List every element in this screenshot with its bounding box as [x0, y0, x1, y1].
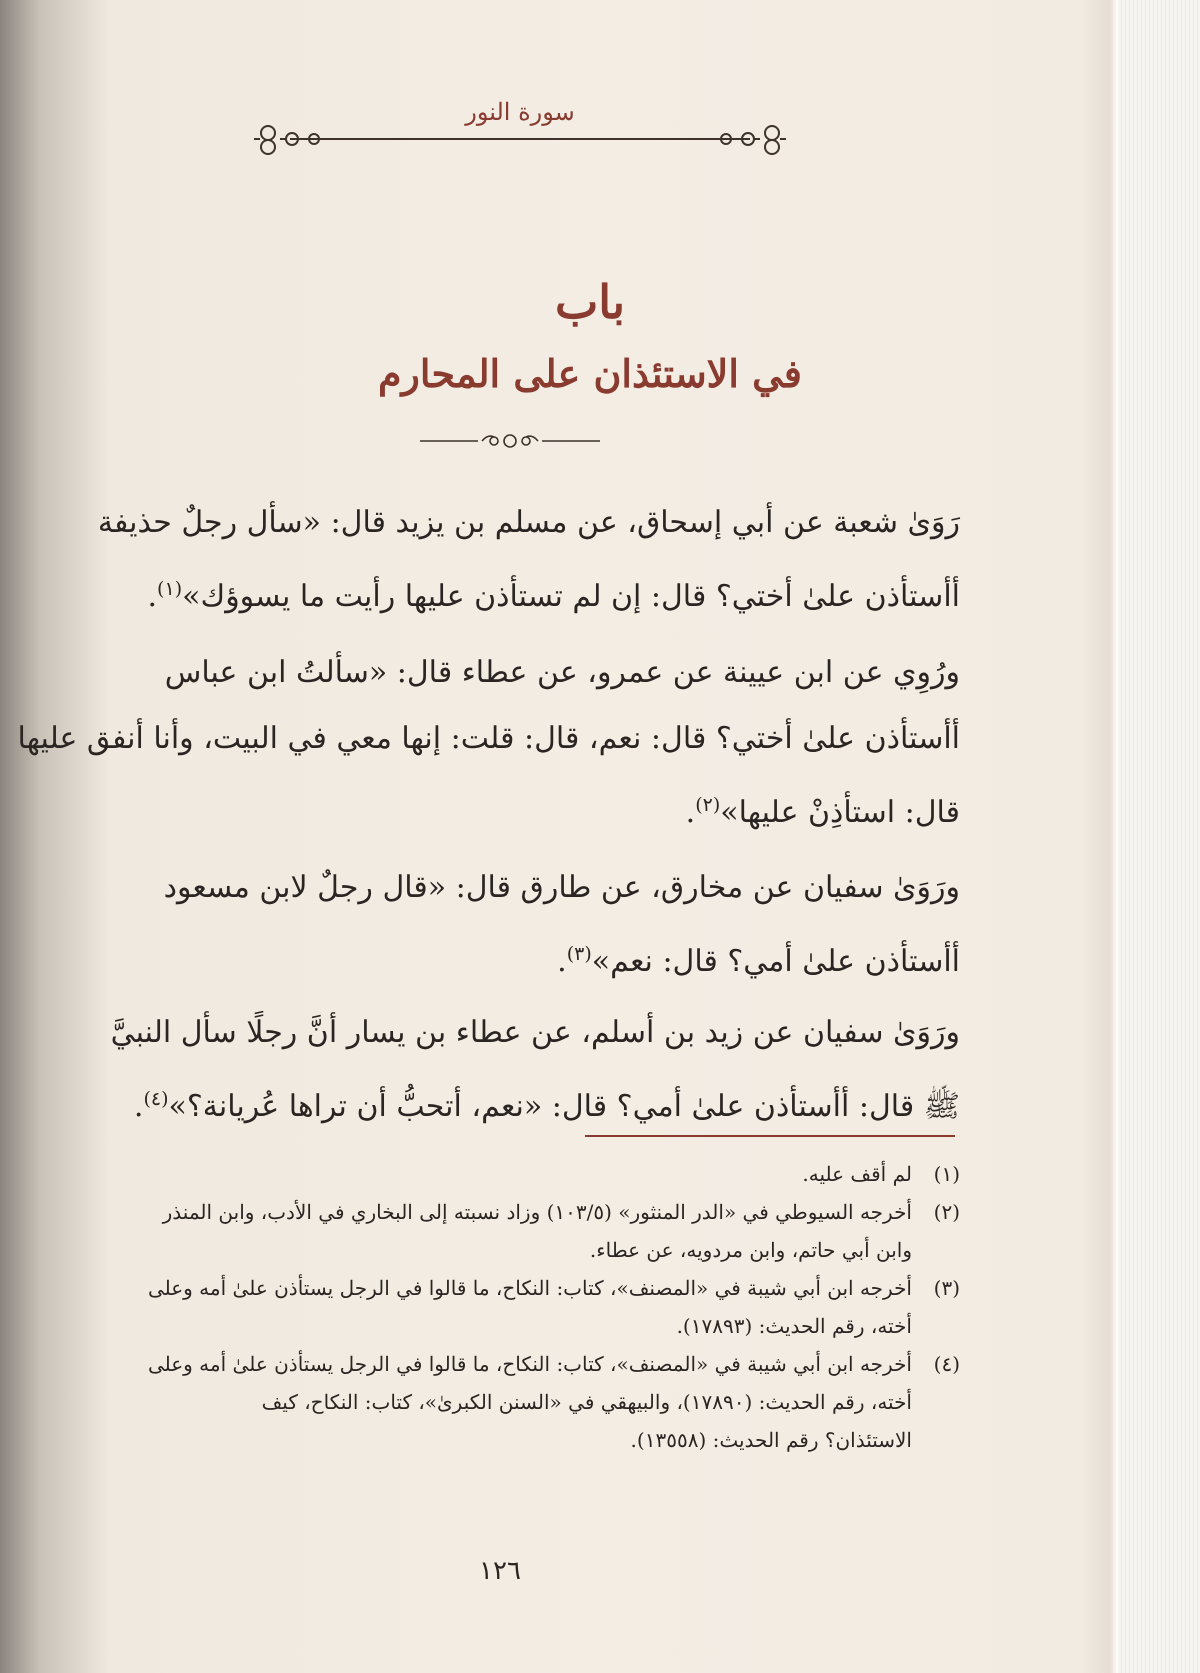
footnote-continuation: الاستئذان؟ رقم الحديث: (١٣٥٥٨).: [630, 1428, 912, 1452]
footnote-continuation: أخته، رقم الحديث: (١٧٨٩٠)، والبيهقي في «السنن الكبرىٰ»، كتاب: النكاح، كيف: [261, 1390, 912, 1414]
paragraph-line: رَوَىٰ شعبة عن أبي إسحاق، عن مسلم بن يزيد قال: «سأل رجلٌ حذيفة: [97, 505, 960, 540]
paragraph-line-text: أأستأذن علىٰ أختي؟ قال: إن لم تستأذن عليها رأيت ما يسوؤك»: [182, 579, 960, 614]
footnote-ref: (١): [157, 578, 183, 600]
footnote-ref: (٣): [566, 943, 592, 965]
paragraph-line: أأستأذن علىٰ أمي؟ قال: نعم»$^{(٣)}$.: [557, 943, 960, 979]
paragraph-line: قال: استأذِنْ عليها»$^{(٢)}$.: [685, 794, 960, 830]
ornament-right-icon: [706, 120, 790, 158]
chapter-subtitle: في الاستئذان على المحارم: [378, 351, 802, 396]
footnote-text: أخرجه ابن أبي شيبة في «المصنف»، كتاب: النكاح، ما قالوا في الرجل يستأذن علىٰ أمه وعلى: [147, 1352, 912, 1376]
footnote-1: [148, 1155, 960, 1193]
running-title: سورة النور: [465, 98, 575, 126]
footnote-continuation: وابن أبي حاتم، وابن مردويه، عن عطاء.: [589, 1238, 912, 1262]
hadith-paragraph-1: [98, 490, 960, 630]
footnote-4: [148, 1345, 960, 1383]
header-rule: [290, 138, 750, 140]
paragraph-line: ورُوِي عن ابن عيينة عن عمرو، عن عطاء قال: «سألتُ ابن عباس: [164, 655, 960, 690]
hadith-paragraph-3: [164, 855, 960, 995]
paragraph-line: أأستأذن علىٰ أختي؟ قال: نعم، قال: قلت: إنها معي في البيت، وأنا أنفق عليها: [17, 721, 960, 756]
hadith-paragraph-4: [111, 1000, 960, 1140]
chapter-title: باب: [554, 275, 626, 329]
footnote-continuation: أخته، رقم الحديث: (١٧٨٩٣).: [676, 1314, 912, 1338]
footnote-ref: (٤): [143, 1088, 169, 1110]
footnote-number: (١): [933, 1162, 960, 1186]
divider-ornament-icon: [420, 430, 600, 452]
footnote-number: (٤): [933, 1352, 960, 1376]
footnote-number: (٣): [933, 1276, 960, 1300]
footnote-separator: [585, 1135, 955, 1137]
footnote-ref: (٢): [695, 794, 721, 816]
hadith-paragraph-2: [18, 640, 960, 846]
paragraph-line-text: قال: استأذِنْ عليها»: [720, 795, 960, 830]
chapter-heading: [160, 275, 1020, 396]
page-number: ١٢٦: [479, 1556, 521, 1586]
paragraph-line: ورَوَىٰ سفيان عن زيد بن أسلم، عن عطاء بن يسار أنَّ رجلًا سأل النبيَّ: [110, 1015, 960, 1050]
paragraph-line: ورَوَىٰ سفيان عن مخارق، عن طارق قال: «قال رجلٌ لابن مسعود: [163, 870, 960, 905]
paragraph-line-text: ﷺ قال: أأستأذن علىٰ أمي؟ قال: «نعم، أتحبُّ أن تراها عُريانة؟»: [168, 1089, 960, 1124]
running-header: [250, 98, 790, 168]
paragraph-line: أأستأذن علىٰ أختي؟ قال: إن لم تستأذن عليها رأيت ما يسوؤك»$^{(١)}$.: [147, 578, 960, 614]
footnote-text: لم أقف عليه.: [802, 1162, 912, 1186]
footnote-3: [148, 1269, 960, 1307]
footnote-number: (٢): [933, 1200, 960, 1224]
paragraph-line-text: أأستأذن علىٰ أمي؟ قال: نعم»: [591, 944, 960, 979]
footnotes: [148, 1155, 960, 1459]
footnote-text: أخرجه السيوطي في «الدر المنثور» (١٠٣/٥) وزاد نسبته إلى البخاري في الأدب، وابن المنذر: [162, 1200, 912, 1224]
footnote-text: أخرجه ابن أبي شيبة في «المصنف»، كتاب: النكاح، ما قالوا في الرجل يستأذن علىٰ أمه وعلى: [147, 1276, 912, 1300]
paragraph-line: ﷺ قال: أأستأذن علىٰ أمي؟ قال: «نعم، أتحبُّ أن تراها عُريانة؟»$^{(٤)}$.: [133, 1088, 960, 1124]
footnote-2: [148, 1193, 960, 1231]
ornament-left-icon: [250, 120, 334, 158]
